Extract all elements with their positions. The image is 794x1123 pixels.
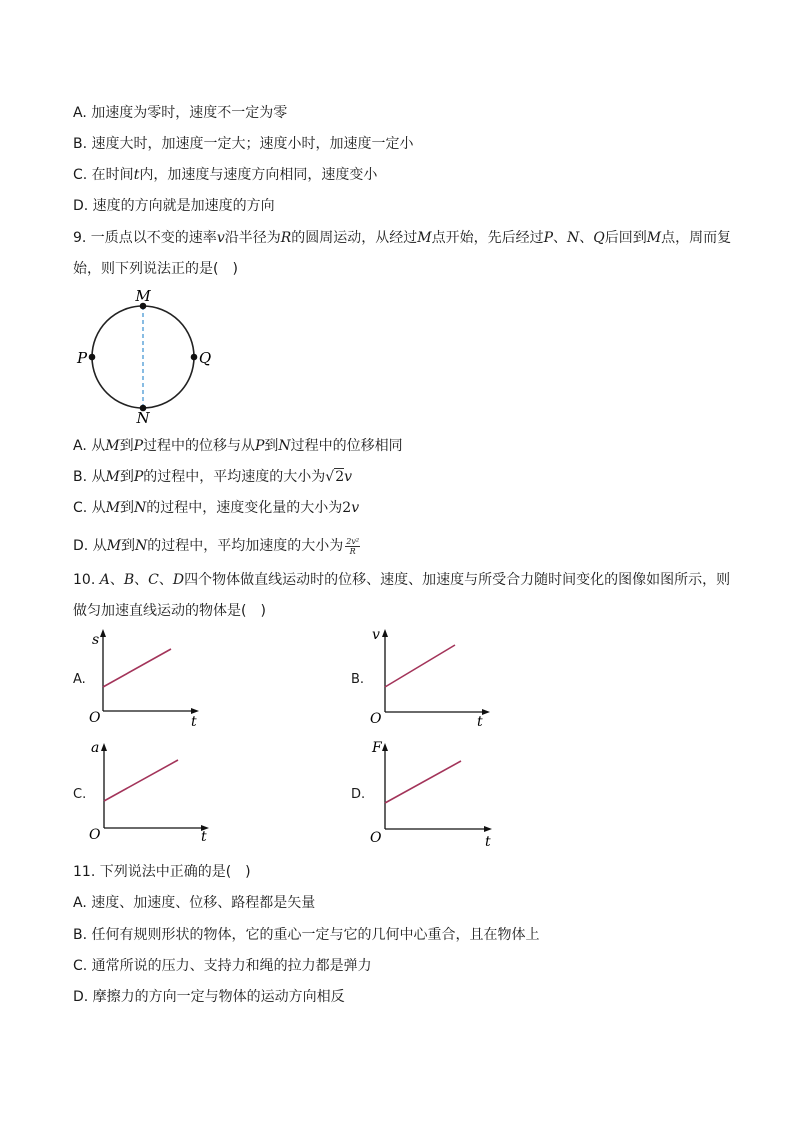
x-axis-label: t xyxy=(477,714,483,730)
q11-option-c: C. 通常所说的压力、支持力和绳的拉力都是弹力 xyxy=(73,958,372,974)
radicand-value: 2 xyxy=(335,469,345,485)
text: A. 从 xyxy=(73,438,106,454)
y-axis-arrow xyxy=(100,629,106,637)
label-n: N xyxy=(136,409,150,426)
q9-stem-line2: 始，则下列说法正的是( ) xyxy=(73,261,238,277)
text: D. 从 xyxy=(73,538,107,554)
var-p: P xyxy=(133,438,143,454)
sep: 、 xyxy=(109,572,124,588)
var-n: N xyxy=(278,438,291,454)
var-m: M xyxy=(105,438,120,454)
var-p: P xyxy=(133,469,144,485)
graph-b-option-label: B. xyxy=(351,672,365,687)
fraction-denominator: R xyxy=(349,546,356,556)
point-q xyxy=(191,354,198,361)
x-axis-label: t xyxy=(191,714,197,730)
var-n: N xyxy=(135,538,148,554)
origin-label: O xyxy=(89,827,101,843)
var-b: B xyxy=(123,572,135,588)
y-axis-label: a xyxy=(91,740,100,756)
graph-a-option-label: A. xyxy=(73,672,86,687)
q9-option-b xyxy=(73,467,352,487)
sep: 、 xyxy=(158,572,173,588)
sep: 、 xyxy=(134,572,149,588)
var-n: N xyxy=(134,500,147,516)
q9-circle-figure xyxy=(68,284,228,426)
q11-option-d: D. 摩擦力的方向一定与物体的运动方向相反 xyxy=(73,989,345,1005)
label-p: P xyxy=(76,349,88,367)
q9-var-r: R xyxy=(280,230,292,246)
q9-var-v: v xyxy=(216,230,225,246)
text: 过程中的位移与从 xyxy=(143,438,255,454)
origin-label: O xyxy=(370,711,382,727)
q9-var-p: P xyxy=(543,230,554,246)
y-axis-arrow xyxy=(382,629,388,637)
x-axis-arrow xyxy=(484,826,492,832)
q9-stem-text: 后回到 xyxy=(604,230,647,246)
q8-option-b: B. 速度大时，加速度一定大；速度小时，加速度一定小 xyxy=(73,136,414,152)
y-axis-label: F xyxy=(372,740,382,756)
text: 的过程中，速度变化量的大小为 xyxy=(146,500,343,516)
point-p xyxy=(89,354,96,361)
graph-line xyxy=(103,649,171,687)
q9-sep: 、 xyxy=(553,230,568,246)
text: 的过程中，平均速度的大小为 xyxy=(143,469,326,485)
q9-sep: 、 xyxy=(579,230,594,246)
y-axis-label: v xyxy=(372,627,380,643)
q9-option-d xyxy=(73,536,360,556)
fraction xyxy=(345,537,360,556)
q8-option-a: A. 加速度为零时，速度不一定为零 xyxy=(73,105,288,121)
var-c: C xyxy=(148,572,159,588)
graph-c-option-label: C. xyxy=(73,787,87,802)
var-v: v xyxy=(351,500,360,516)
q10-stem-line2: 做匀加速直线运动的物体是( ) xyxy=(73,603,266,619)
q9-var-n: N xyxy=(567,230,580,246)
q9-var-q: Q xyxy=(593,230,605,246)
sqrt-sign: √ xyxy=(325,469,335,485)
label-q: Q xyxy=(198,349,212,367)
text: B. 从 xyxy=(73,469,106,485)
q9-var-m: M xyxy=(417,230,432,246)
text: 到 xyxy=(264,438,279,454)
q9-stem-line1 xyxy=(73,228,731,248)
graph-d-option-label: D. xyxy=(351,787,366,802)
text: 四个物体做直线运动时的位移、速度、加速度与所受合力随时间变化的图像如图所示，则 xyxy=(184,572,731,588)
q8-option-c-prefix: C. 在时间 xyxy=(73,167,134,183)
origin-label: O xyxy=(370,830,382,846)
graph-b xyxy=(366,625,496,730)
q9-var-m: M xyxy=(646,230,662,246)
text: 到 xyxy=(119,438,134,454)
q9-stem-text: 沿半径为 xyxy=(224,230,281,246)
q8-option-c xyxy=(73,165,377,185)
label-m: M xyxy=(135,287,151,305)
y-axis-arrow xyxy=(101,743,107,751)
q11-stem: 11. 下列说法中正确的是( ) xyxy=(73,864,251,880)
y-axis-arrow xyxy=(382,743,388,751)
x-axis-arrow xyxy=(482,709,490,715)
var-m: M xyxy=(105,500,121,516)
var-a: A xyxy=(99,572,110,588)
text: 10. xyxy=(73,572,100,588)
value: 2 xyxy=(342,500,352,516)
var-v: v xyxy=(344,469,353,485)
graph-line xyxy=(385,761,461,803)
fraction-numerator: 2v² xyxy=(346,536,360,546)
text: 到 xyxy=(121,538,136,554)
q8-option-c-rest: 内，加速度与速度方向相同，速度变小 xyxy=(139,167,378,183)
x-axis-label: t xyxy=(201,829,207,845)
q8-option-d: D. 速度的方向就是加速度的方向 xyxy=(73,198,275,214)
q9-stem-text: 点开始，先后经过 xyxy=(431,230,544,246)
q11-option-a: A. 速度、加速度、位移、路程都是矢量 xyxy=(73,895,316,911)
text: C. 从 xyxy=(73,500,106,516)
text: 到 xyxy=(120,500,135,516)
graph-d xyxy=(366,737,498,849)
origin-label: O xyxy=(89,710,101,726)
radicand xyxy=(334,468,344,485)
text: 的过程中，平均加速度的大小为 xyxy=(147,538,344,554)
text: 过程中的位移相同 xyxy=(290,438,403,454)
text: 到 xyxy=(119,469,134,485)
var-d: D xyxy=(172,572,185,588)
q9-stem-text: 9. 一质点以不变的速率 xyxy=(73,230,217,246)
var-m: M xyxy=(106,538,122,554)
q8-option-c-t: t xyxy=(133,167,140,183)
q9-stem-text: 的圆周运动，从经过 xyxy=(291,230,418,246)
q9-option-a xyxy=(73,436,403,456)
sqrt-expression xyxy=(325,468,352,485)
graph-line xyxy=(104,760,178,801)
q10-stem-line1 xyxy=(73,570,730,590)
x-axis-label: t xyxy=(485,834,491,849)
var-p: P xyxy=(255,438,265,454)
graph-line xyxy=(385,645,455,687)
q11-option-b: B. 任何有规则形状的物体，它的重心一定与它的几何中心重合，且在物体上 xyxy=(73,927,540,943)
y-axis-label: s xyxy=(92,632,100,648)
q9-option-c xyxy=(73,498,359,518)
var-m: M xyxy=(105,469,120,485)
graph-c xyxy=(85,737,215,845)
q9-stem-text: 点，周而复 xyxy=(661,230,732,246)
graph-a xyxy=(85,625,210,730)
